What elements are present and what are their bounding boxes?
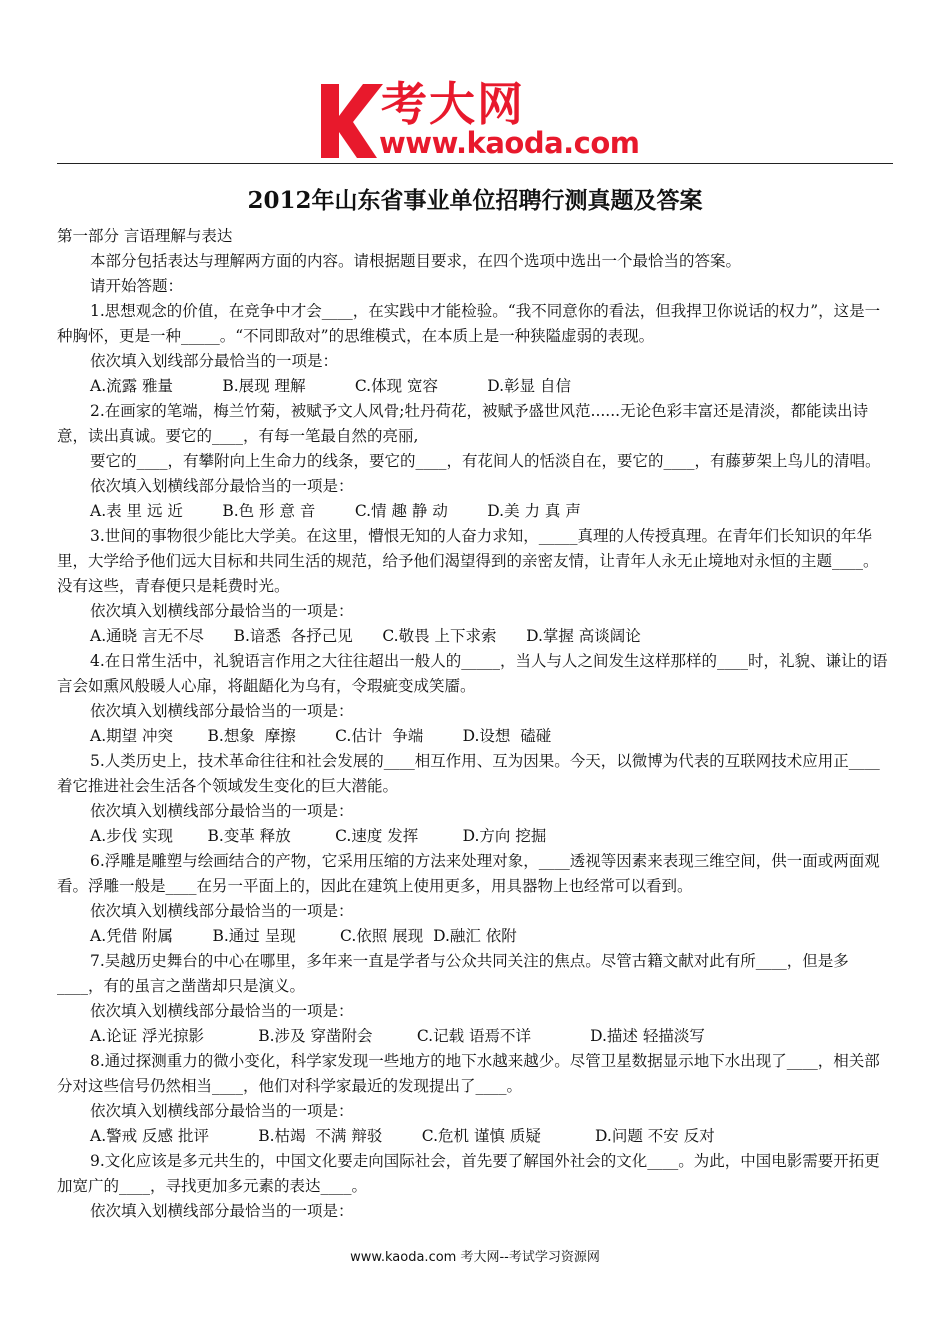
question-prompt: 依次填入划横线部分最恰当的一项是： <box>90 477 354 495</box>
question-7-options: A.论证 浮光掠影 B.涉及 穿凿附会 C.记载 语焉不详 D.描述 轻描淡写 <box>90 1027 705 1045</box>
k-logo-icon <box>317 82 387 160</box>
logo-url-text: www.kaoda.com <box>379 126 640 160</box>
question-prompt: 依次填入划横线部分最恰当的一项是： <box>90 1202 354 1220</box>
question-prompt: 依次填入划线部分最恰当的一项是： <box>90 352 339 370</box>
question-prompt: 依次填入划横线部分最恰当的一项是： <box>90 702 354 720</box>
question-1-options: A.流露 雅量 B.展现 理解 C.体现 宽容 D.彰显 自信 <box>90 377 571 395</box>
document-body <box>57 224 893 1224</box>
header-divider <box>57 163 893 164</box>
question-prompt: 依次填入划横线部分最恰当的一项是： <box>90 802 354 820</box>
question-2-part-2: 要它的____，有攀附向上生命力的线条，要它的____，有花间人的恬淡自在，要它的____，有藤萝架上鸟儿的清唱。 <box>90 452 881 470</box>
question-8: 8.通过探测重力的微小变化，科学家发现一些地方的地下水越来越少。尽管卫星数据显示地下水出现了____，相关部分对这些信号仍然相当____，他们对科学家最近的发现提出了____。 <box>57 1052 880 1095</box>
question-1: 1.思想观念的价值，在竞争中才会____，在实践中才能检验。“我不同意你的看法，但我捍卫你说话的权力”，这是一种胸怀，更是一种_____。“不同即敌对”的思维模式，在本质上是一种狭隘虚弱的表现。 <box>57 302 881 345</box>
question-9: 9.文化应该是多元共生的，中国文化要走向国际社会，首先要了解国外社会的文化____。为此，中国电影需要开拓更加宽广的____，寻找更加多元素的表达____。 <box>57 1152 880 1195</box>
question-3: 3.世间的事物很少能比大学美。在这里，懵恨无知的人奋力求知，_____真理的人传授真理。在青年们长知识的年华里，大学给予他们远大目标和共同生活的规范，给予他们渴望得到的亲密友情，让青年人永无止境地对永恒的主题____。没有这些，青春便只是耗费时光。 <box>57 527 879 595</box>
question-prompt: 依次填入划横线部分最恰当的一项是： <box>90 1102 354 1120</box>
logo-chinese-text: 考大网 <box>381 77 525 131</box>
question-7: 7.吴越历史舞台的中心在哪里，多年来一直是学者与公众共同关注的焦点。尽管古籍文献对此有所____，但是多____，有的虽言之凿凿却只是演义。 <box>57 952 849 995</box>
question-prompt: 依次填入划横线部分最恰当的一项是： <box>90 1002 354 1020</box>
question-8-options: A.警戒 反感 批评 B.枯竭 不满 辩驳 C.危机 谨慎 质疑 D.问题 不安 反对 <box>90 1127 715 1145</box>
question-prompt: 依次填入划横线部分最恰当的一项是： <box>90 902 354 920</box>
page-title: 2012年山东省事业单位招聘行测真题及答案 <box>247 187 703 214</box>
question-5: 5.人类历史上，技术革命往往和社会发展的____相互作用、互为因果。今天，以微博为代表的互联网技术应用正____着它推进社会生活各个领域发生变化的巨大潜能。 <box>57 752 880 795</box>
question-5-options: A.步伐 实现 B.变革 释放 C.速度 发挥 D.方向 挖掘 <box>90 827 547 845</box>
question-4-options: A.期望 冲突 B.想象 摩擦 C.估计 争端 D.设想 磕碰 <box>90 727 552 745</box>
kaoda-logo <box>317 74 647 164</box>
section-intro: 本部分包括表达与理解两方面的内容。请根据题目要求，在四个选项中选出一个最恰当的答案。 <box>90 252 742 270</box>
question-prompt: 依次填入划横线部分最恰当的一项是： <box>90 602 354 620</box>
start-instruction: 请开始答题： <box>90 277 184 295</box>
question-4: 4.在日常生活中，礼貌语言作用之大往往超出一般人的_____，当人与人之间发生这样那样的____时，礼貌、谦让的语言会如熏风般暖人心扉，将龃龉化为乌有，令瑕疵变成笑靥。 <box>57 652 888 695</box>
section-heading: 第一部分 言语理解与表达 <box>57 227 233 245</box>
question-2-options: A.表 里 远 近 B.色 形 意 音 C.情 趣 静 动 D.美 力 真 声 <box>90 502 581 520</box>
question-6-options: A.凭借 附属 B.通过 呈现 C.依照 展现 D.融汇 依附 <box>90 927 517 945</box>
question-3-options: A.通晓 言无不尽 B.谙悉 各抒己见 C.敬畏 上下求索 D.掌握 高谈阔论 <box>90 627 641 645</box>
question-6: 6.浮雕是雕塑与绘画结合的产物，它采用压缩的方法来处理对象，____透视等因素来表现三维空间，供一面或两面观看。浮雕一般是____在另一平面上的，因此在建筑上使用更多，用具器物上也经常可以看到。 <box>57 852 880 895</box>
question-2-part-1: 2.在画家的笔端，梅兰竹菊，被赋予文人风骨;牡丹荷花，被赋予盛世风范......无论色彩丰富还是清淡，都能读出诗意，读出真诚。要它的____，有每一笔最自然的亮丽, <box>57 402 869 445</box>
page-footer: www.kaoda.com 考大网--考试学习资源网 <box>350 1250 600 1265</box>
